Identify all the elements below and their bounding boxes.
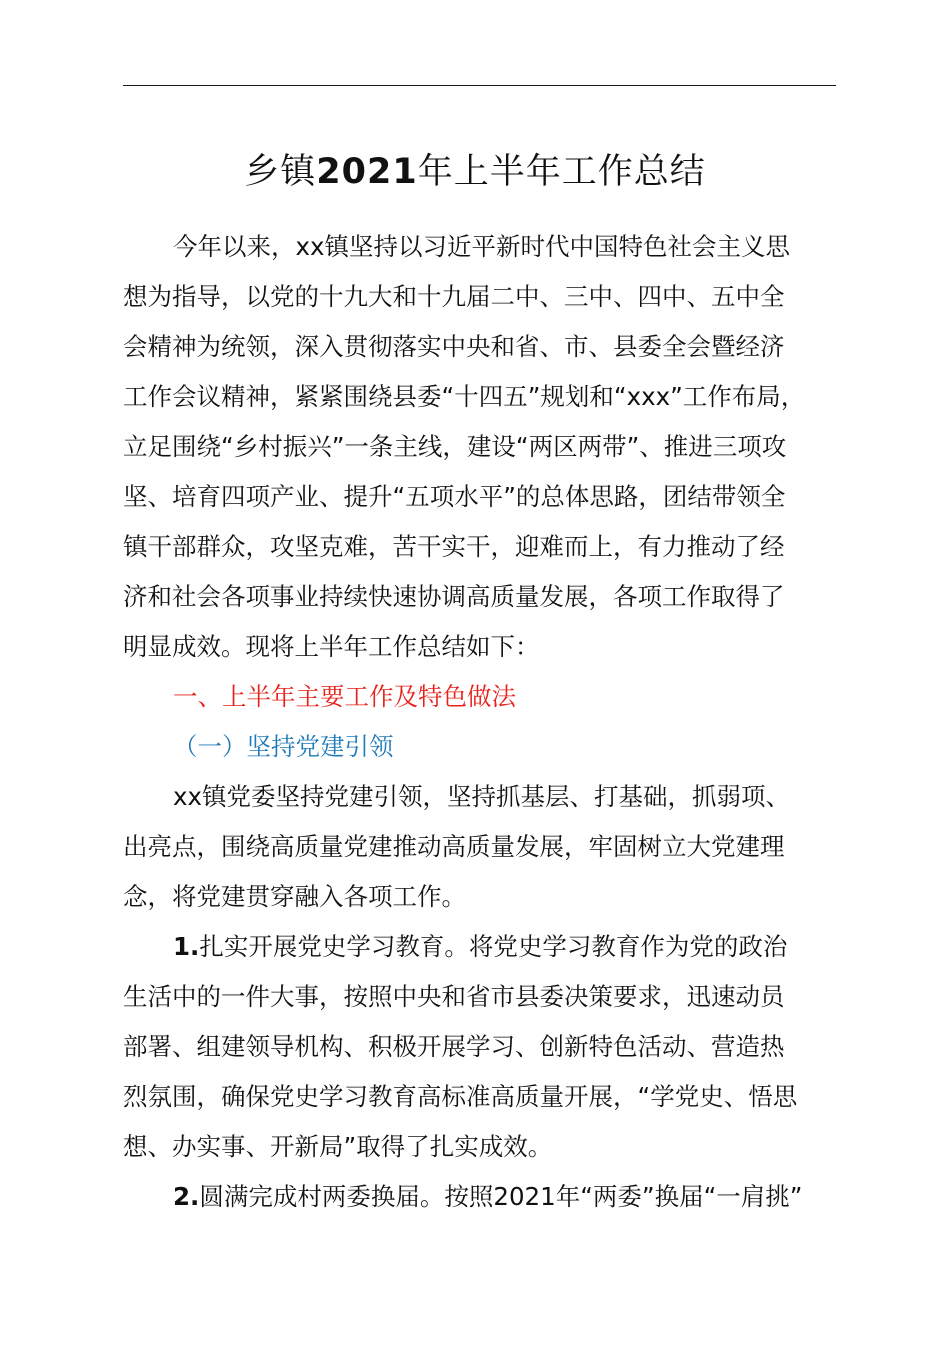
intro-line: 会精神为统领，深入贯彻落实中央和省、市、县委全会暨经济 xyxy=(123,332,785,361)
paragraph-line: 念，将党建贯穿融入各项工作。 xyxy=(123,882,466,911)
item-first-line xyxy=(123,1172,863,1222)
item-number: 1. xyxy=(173,932,200,961)
intro-line: 济和社会各项事业持续快速协调高质量发展，各项工作取得了 xyxy=(123,582,785,611)
intro-line: 想为指导，以党的十九大和十九届二中、三中、四中、五中全 xyxy=(123,282,785,311)
paragraph-line: 烈氛围，确保党史学习教育高标准高质量开展，“学党史、悟思 xyxy=(123,1082,798,1111)
intro-line: 今年以来，xx镇坚持以习近平新时代中国特色社会主义思 xyxy=(173,232,790,261)
paragraph-line: 出亮点，围绕高质量党建推动高质量发展，牢固树立大党建理 xyxy=(123,832,785,861)
title-year: 2021 xyxy=(316,152,418,192)
paragraph-line: 生活中的一件大事，按照中央和省市县委决策要求，迅速动员 xyxy=(123,982,785,1011)
paragraph-line: xx镇党委坚持党建引领，坚持抓基层、打基础，抓弱项、 xyxy=(173,782,790,811)
subsection-heading: （一）坚持党建引领 xyxy=(173,732,394,761)
item-first-line xyxy=(123,922,863,972)
document-body xyxy=(123,222,863,1222)
intro-line: 镇干部群众，攻坚克难，苦干实干，迎难而上，有力推动了经 xyxy=(123,532,785,561)
intro-line: 立足围绕“乡村振兴”一条主线，建设“两区两带”、推进三项攻 xyxy=(123,432,787,461)
document-title xyxy=(0,146,950,198)
paragraph-line: 部署、组建领导机构、积极开展学习、创新特色活动、营造热 xyxy=(123,1032,785,1061)
item-text: 圆满完成村两委换届。按照2021年“两委”换届“一肩挑” xyxy=(199,1182,803,1211)
item-number: 2. xyxy=(173,1182,200,1211)
title-prefix: 乡镇 xyxy=(244,152,317,192)
title-suffix: 年上半年工作总结 xyxy=(417,152,706,192)
intro-line: 明显成效。现将上半年工作总结如下： xyxy=(123,632,540,661)
item-text: 扎实开展党史学习教育。将党史学习教育作为党的政治 xyxy=(199,932,788,961)
paragraph-line: 想、办实事、开新局”取得了扎实成效。 xyxy=(123,1132,553,1161)
intro-line: 工作会议精神，紧紧围绕县委“十四五”规划和“xxx”工作布局， xyxy=(123,382,806,411)
intro-line: 坚、培育四项产业、提升“五项水平”的总体思路，团结带领全 xyxy=(123,482,786,511)
header-rule xyxy=(123,85,836,86)
section-heading: 一、上半年主要工作及特色做法 xyxy=(173,682,516,711)
